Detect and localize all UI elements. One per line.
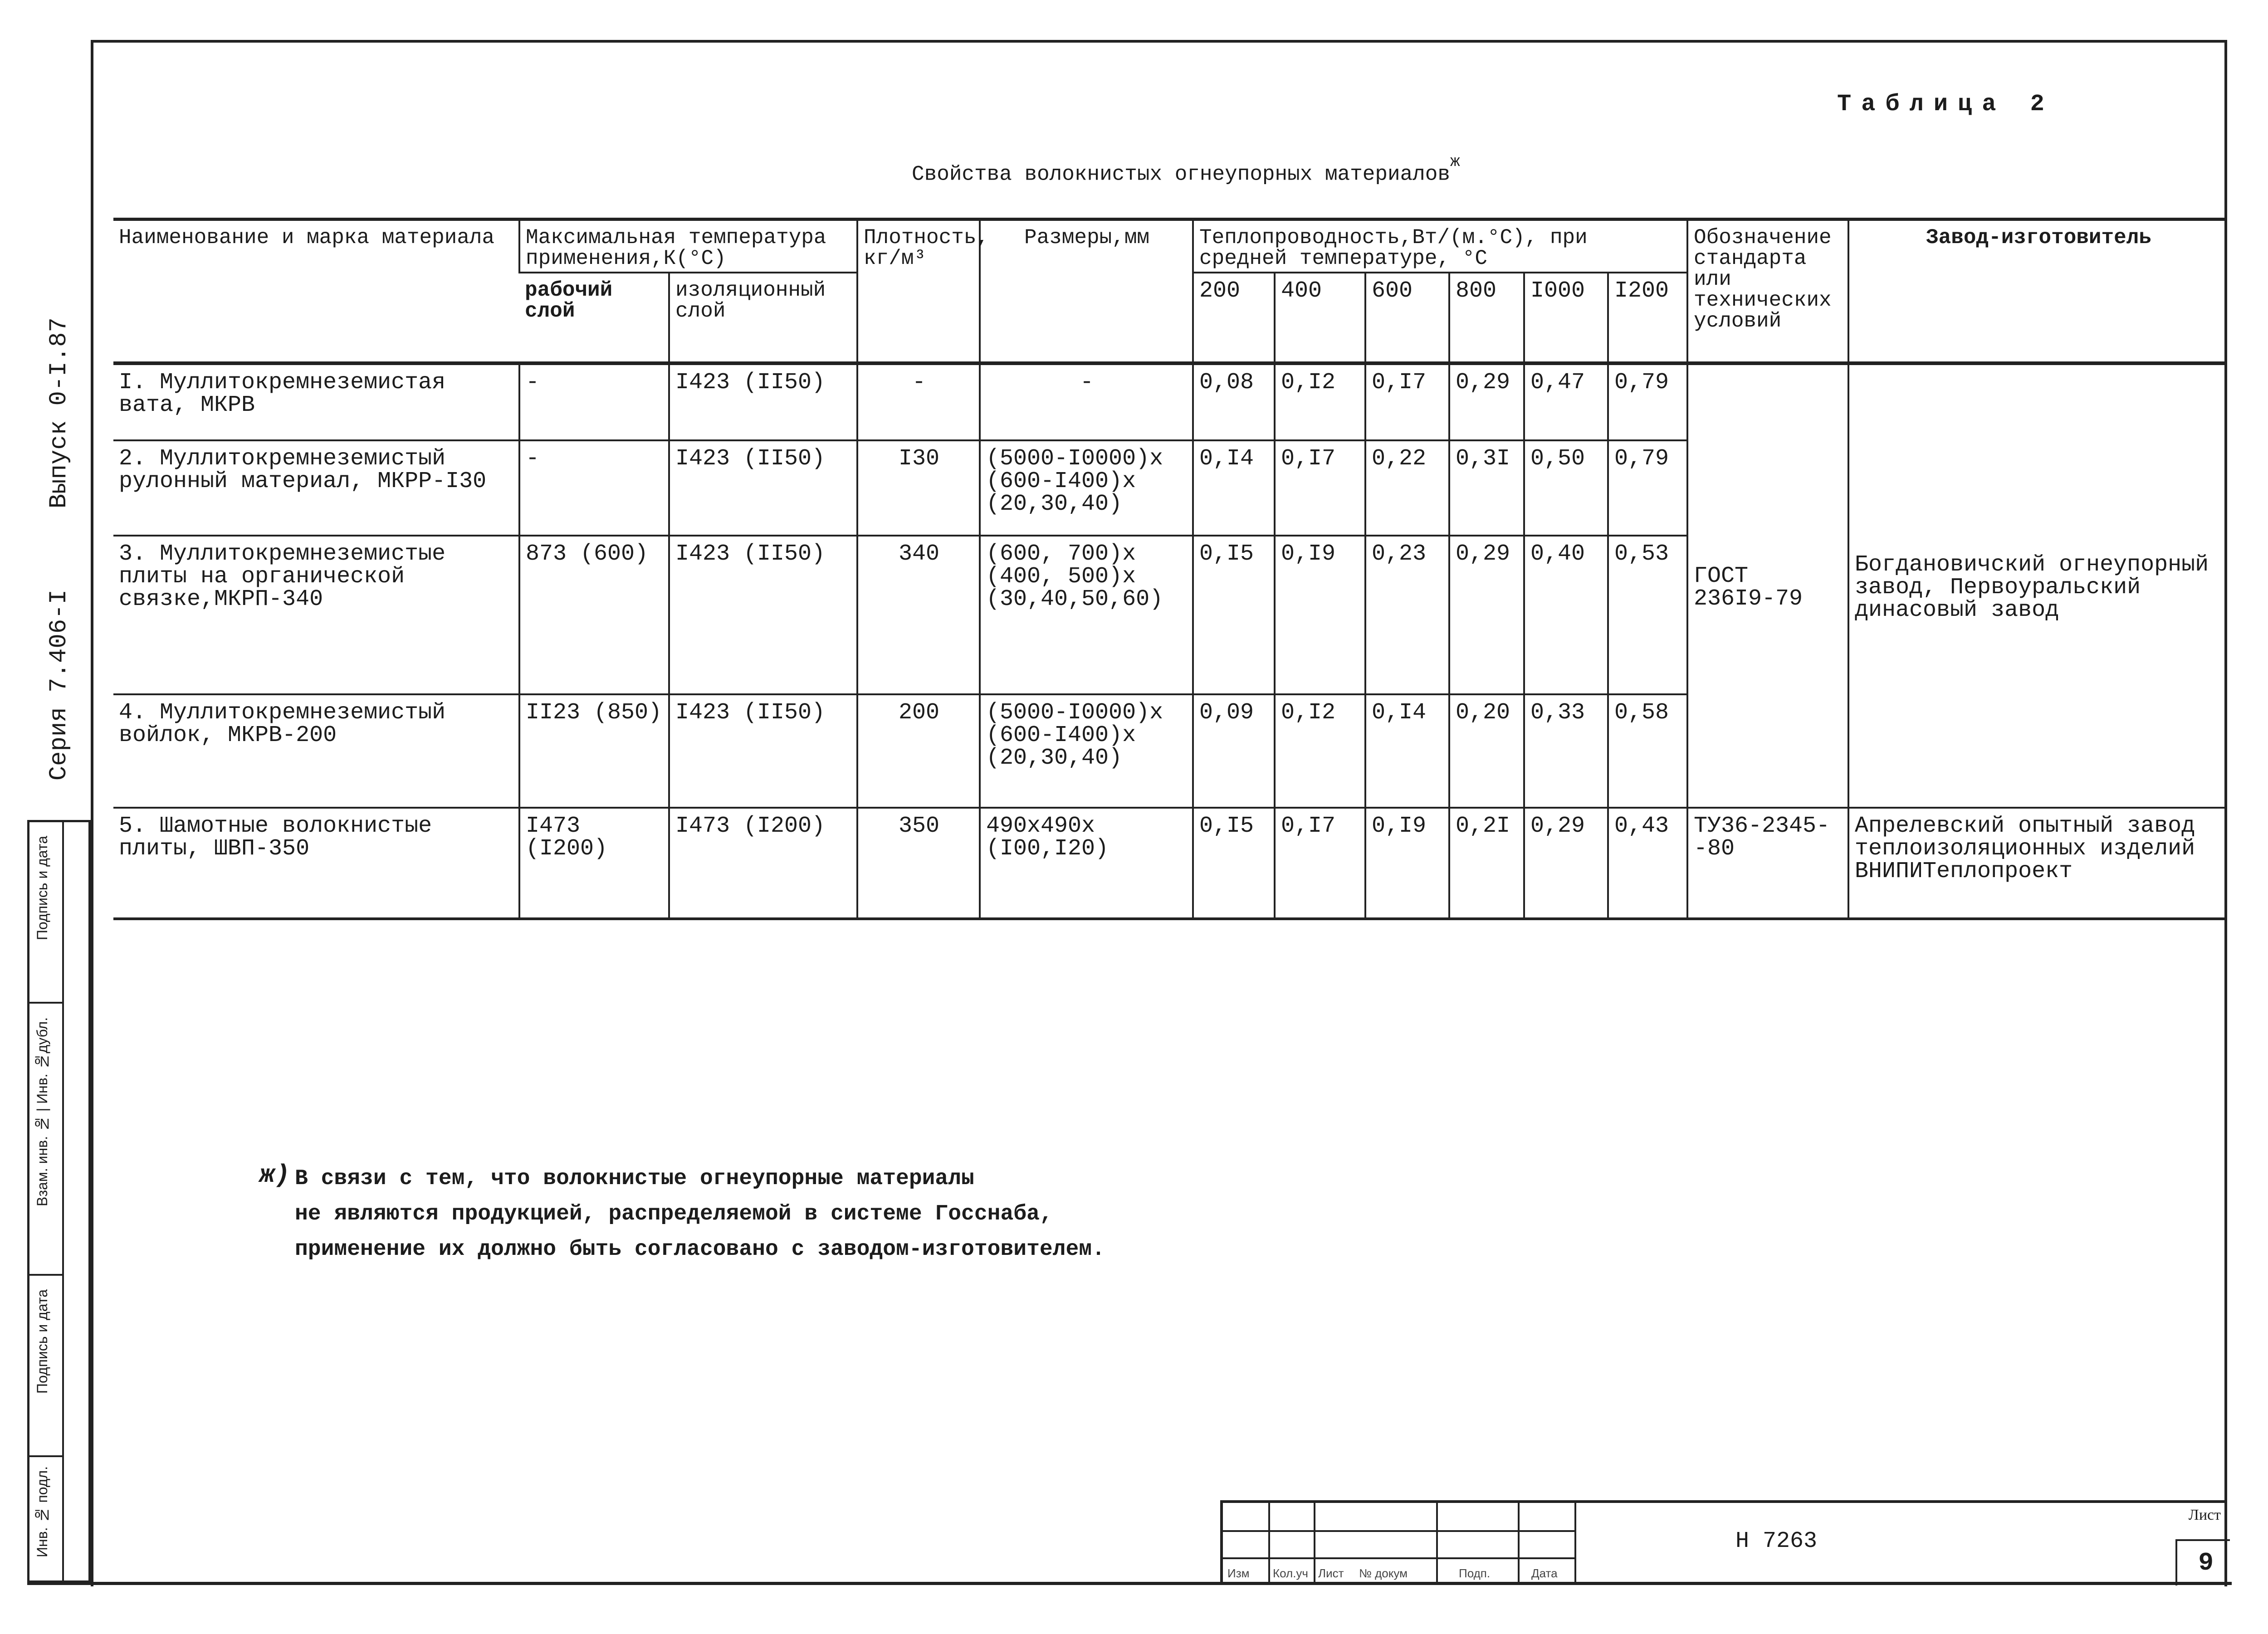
header-max-temp: Максимальная температура применения,К(°С) <box>519 219 857 273</box>
row-name: 4. Муллитокремнеземистый войлок, МКРВ-200 <box>113 694 519 808</box>
row-k-600: 0,I9 <box>1365 808 1449 919</box>
document-number: Н 7263 <box>1735 1528 1818 1554</box>
row-k-800: 0,3I <box>1449 440 1524 536</box>
side-issue: Выпуск 0-I.87 <box>45 317 73 509</box>
header-sizes: Размеры,мм <box>980 219 1193 364</box>
row-name: 3. Муллитокремнеземистые плиты на органической связке,МКРП-340 <box>113 536 519 694</box>
header-temp-600: 600 <box>1365 273 1449 363</box>
row-density: 200 <box>857 694 980 808</box>
stamp-cell <box>29 1457 64 1581</box>
header-temp-800: 800 <box>1449 273 1524 363</box>
row-insulating: I423 (II50) <box>669 536 857 694</box>
row-k-1200: 0,79 <box>1608 440 1687 536</box>
header-temp-200: 200 <box>1193 273 1275 363</box>
stamp-cell <box>29 1276 64 1457</box>
title-text: Свойства волокнистых огнеупорных материалов <box>912 162 1450 186</box>
table-label: Таблица 2 <box>1837 91 2054 117</box>
header-temp-1000: I000 <box>1524 273 1608 363</box>
row-sizes: 490х490х (I00,I20) <box>980 808 1193 919</box>
table-title <box>912 152 1460 186</box>
row-k-1200: 0,79 <box>1608 363 1687 440</box>
row-k-600: 0,23 <box>1365 536 1449 694</box>
header-row-1 <box>113 219 2227 273</box>
header-working-layer: рабочий слой <box>519 273 669 363</box>
tb-line <box>1223 1557 1576 1559</box>
row-insulating: I423 (II50) <box>669 694 857 808</box>
row-k-600: 0,I7 <box>1365 363 1449 440</box>
footnote-line: не являются продукцией, распределяемой в системе Госснаба, <box>295 1202 1053 1226</box>
row-insulating: I473 (I200) <box>669 808 857 919</box>
row-name: I. Муллитокремнеземистая вата, МКРВ <box>113 363 519 440</box>
table-row <box>113 363 2227 440</box>
row-density: 350 <box>857 808 980 919</box>
group-manufacturer: Богдановичский огнеупорный завод, Первоуральский динасовый завод <box>1848 363 2227 808</box>
tb-line <box>1223 1530 1576 1532</box>
header-conductivity: Теплопроводность,Вт/(м.°С), при средней температуре, °С <box>1193 219 1687 273</box>
row-k-400: 0,I7 <box>1275 808 1365 919</box>
row-sizes: (5000-I0000)х (600-I400)х (20,30,40) <box>980 440 1193 536</box>
tb-label: Изм <box>1227 1566 1250 1580</box>
row-k-1000: 0,40 <box>1524 536 1608 694</box>
row-k-600: 0,22 <box>1365 440 1449 536</box>
row-k-400: 0,I9 <box>1275 536 1365 694</box>
header-density: Плотность, кг/м³ <box>857 219 980 364</box>
stamp-label: Взам. инв. № | Инв. №дубл. <box>34 1017 50 1206</box>
stamp-cell <box>29 822 64 1004</box>
group-standard: ГОСТ 236I9-79 <box>1687 363 1848 808</box>
stamp-cell <box>29 1004 64 1276</box>
row-k-1000: 0,29 <box>1524 808 1608 919</box>
tb-line <box>1436 1503 1438 1583</box>
footnote-mark: ж) <box>259 1161 290 1190</box>
stamp-label: Инв. № подл. <box>34 1466 50 1557</box>
footnote <box>259 1161 1105 1267</box>
properties-table <box>113 218 2227 920</box>
row-density: 340 <box>857 536 980 694</box>
tb-line <box>1268 1503 1270 1583</box>
row-working: II23 (850) <box>519 694 669 808</box>
row-working: 873 (600) <box>519 536 669 694</box>
footnote-line: В связи с тем, что волокнистые огнеупорные материалы <box>295 1166 974 1191</box>
row-k-1000: 0,33 <box>1524 694 1608 808</box>
row-k-200: 0,08 <box>1193 363 1275 440</box>
tb-label: Лист <box>1318 1566 1344 1580</box>
row-standard: ТУ36-2345- -80 <box>1687 808 1848 919</box>
row-k-200: 0,I5 <box>1193 808 1275 919</box>
row-insulating: I423 (II50) <box>669 440 857 536</box>
header-insulating-layer: изоляционный слой <box>669 273 857 363</box>
row-insulating: I423 (II50) <box>669 363 857 440</box>
row-k-400: 0,I2 <box>1275 363 1365 440</box>
title-block <box>1220 1500 2227 1583</box>
row-k-400: 0,I2 <box>1275 694 1365 808</box>
header-name: Наименование и марка материала <box>113 219 519 364</box>
side-stamp <box>27 820 91 1583</box>
row-k-1200: 0,58 <box>1608 694 1687 808</box>
row-k-1000: 0,50 <box>1524 440 1608 536</box>
row-k-600: 0,I4 <box>1365 694 1449 808</box>
tb-label: Кол.уч <box>1273 1566 1308 1580</box>
row-name: 5. Шамотные волокнистые плиты, ШВП-350 <box>113 808 519 919</box>
row-k-800: 0,20 <box>1449 694 1524 808</box>
tb-label: Подп. <box>1459 1566 1491 1580</box>
row-sizes: (5000-I0000)х (600-I400)х (20,30,40) <box>980 694 1193 808</box>
tb-line <box>1574 1503 1576 1583</box>
row-k-800: 0,2I <box>1449 808 1524 919</box>
row-k-1000: 0,47 <box>1524 363 1608 440</box>
row-k-200: 0,09 <box>1193 694 1275 808</box>
header-standard: Обозначение стандарта или технических условий <box>1687 219 1848 364</box>
row-sizes: - <box>980 363 1193 440</box>
row-k-1200: 0,43 <box>1608 808 1687 919</box>
row-working: - <box>519 440 669 536</box>
row-manufacturer: Апрелевский опытный завод теплоизоляционных изделий ВНИПИТеплопроект <box>1848 808 2227 919</box>
row-k-1200: 0,53 <box>1608 536 1687 694</box>
row-density: - <box>857 363 980 440</box>
row-k-400: 0,I7 <box>1275 440 1365 536</box>
sheet-label: Лист <box>2188 1507 2221 1523</box>
row-working: - <box>519 363 669 440</box>
tb-line <box>1314 1503 1315 1583</box>
row-sizes: (600, 700)х (400, 500)х (30,40,50,60) <box>980 536 1193 694</box>
title-footnote-mark: ж <box>1450 152 1460 171</box>
row-k-200: 0,I4 <box>1193 440 1275 536</box>
row-name: 2. Муллитокремнеземистый рулонный материал, МКРР-I30 <box>113 440 519 536</box>
header-temp-400: 400 <box>1275 273 1365 363</box>
tb-label: № докум <box>1359 1566 1408 1580</box>
row-k-200: 0,I5 <box>1193 536 1275 694</box>
stamp-label: Подпись и дата <box>34 836 50 941</box>
tb-line <box>1518 1503 1520 1583</box>
side-series: Серия 7.406-I <box>45 590 73 781</box>
table-row <box>113 808 2227 919</box>
tb-label: Дата <box>1531 1566 1558 1580</box>
row-working: I473 (I200) <box>519 808 669 919</box>
sheet-number: 9 <box>2198 1548 2214 1577</box>
footnote-line: применение их должно быть согласовано с заводом-изготовителем. <box>295 1237 1105 1262</box>
row-k-800: 0,29 <box>1449 363 1524 440</box>
row-k-800: 0,29 <box>1449 536 1524 694</box>
header-temp-1200: I200 <box>1608 273 1687 363</box>
row-density: I30 <box>857 440 980 536</box>
stamp-label: Подпись и дата <box>34 1289 50 1394</box>
header-manufacturer: Завод-изготовитель <box>1848 219 2227 364</box>
